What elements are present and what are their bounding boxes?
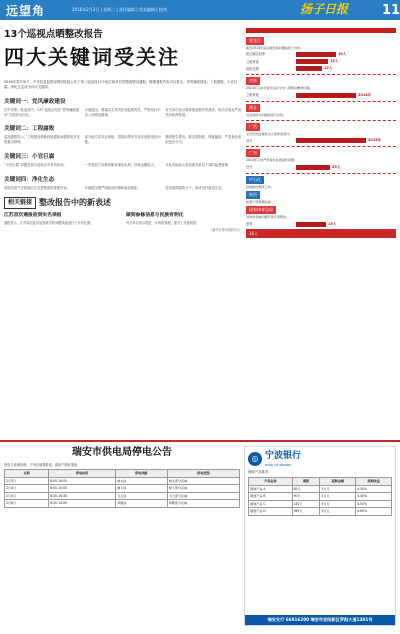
province-text: 加强干部管理监督。 [246, 199, 274, 204]
province-label: 广西 [246, 123, 260, 131]
section-4-col: 多地提出要严明政治纪律和政治规矩。 [84, 185, 141, 190]
province-label: 广东 [246, 149, 260, 157]
table-cell: 5万元 [320, 485, 356, 492]
table-cell: 塘下线 [116, 485, 168, 492]
stat-label: 组织处理 [246, 66, 259, 71]
sidebar-top-bar [246, 28, 396, 33]
notice-table [4, 469, 240, 507]
section-3-col: 对此各地表示将加强对基层干部的监督管理。 [165, 163, 232, 168]
table-cell: 4.40% [356, 493, 392, 500]
related-tag: 相关链接 [4, 197, 36, 210]
table-cell: 2月3日 [5, 477, 49, 484]
stat-value: 19人 [338, 52, 347, 57]
stat-row [246, 52, 396, 57]
table-cell: 181天 [292, 500, 320, 507]
table-row [249, 508, 392, 515]
story-headline: 四大关键词受关注 [4, 44, 180, 69]
province-label: 湖北 [246, 104, 260, 112]
table-row [249, 493, 392, 500]
table-cell: 城关部分区域 [167, 477, 239, 484]
section-2-title: 关键词二：工程腐败 [4, 126, 55, 133]
province-label: 陕西 [246, 191, 260, 199]
related-items [4, 213, 242, 226]
related-item-text: 通报显示，江苏省纪委对巡视移交的问题线索进行了分类处置。 [4, 221, 94, 226]
stat-value: 25人 [332, 164, 341, 169]
section-2-col: 整改报告提出，要完善制度，堵塞漏洞，严肃查处违纪违法行为。 [165, 135, 242, 145]
table-cell: 62天 [292, 485, 320, 492]
section-4-title: 关键词四：净化生态 [4, 176, 55, 183]
bank-col-header: 产品名称 [249, 478, 293, 485]
province-block [246, 75, 396, 97]
table-cell: 4.30% [356, 485, 392, 492]
top-bar [0, 0, 400, 20]
stat-label: 违规 [246, 221, 253, 226]
province-label: 黑龙江 [246, 37, 264, 45]
section-1-col: 有关单位表示将持续加强作风建设，推动全面从严治党向纵深发展。 [165, 107, 242, 117]
table-cell: 4.50% [356, 500, 392, 507]
bank-col-header: 预期收益 [356, 478, 392, 485]
section-title: 远望角 [6, 4, 46, 18]
notice-col-header: 停电范围 [167, 470, 239, 477]
table-row [5, 500, 240, 507]
bank-logo-icon: ◎ [248, 452, 262, 466]
province-block [246, 174, 396, 189]
notice-col-header: 日期 [5, 470, 49, 477]
table-cell: 5万元 [320, 500, 356, 507]
stat-row [246, 138, 396, 143]
bank-name: 宁波银行 [265, 451, 302, 461]
main-story [4, 28, 242, 233]
stat-row [246, 93, 396, 98]
notice-col-header: 停电线路 [116, 470, 168, 477]
section-3-col: 一些基层干部利用职权谋取私利，涉案金额较大。 [84, 163, 158, 168]
table-cell: 飞云线 [116, 492, 168, 499]
table-cell: 4.60% [356, 508, 392, 515]
table-cell: 理财产品 C [249, 500, 293, 507]
section-2-col: 部分地方在项目审批、招投标等环节存在违规违纪问题。 [84, 135, 161, 145]
table-cell: 5万元 [320, 508, 356, 515]
section-1-title: 关键词一：党风廉政建设 [4, 98, 66, 105]
section-2-body [4, 135, 242, 145]
table-cell: 城关线 [116, 477, 168, 484]
table-cell: 理财产品 B [249, 493, 293, 500]
related-item-text: 有关单位表示将进一步规范管理，提升工作透明度。 [126, 221, 200, 226]
stat-bar [296, 59, 328, 64]
bank-footer: 瑞安支行 66816200 瑞安市安阳新区罗阳大道1301号 [245, 615, 395, 625]
stat-label: 违反廉洁纪律 [246, 52, 266, 57]
province-block [246, 147, 396, 169]
province-block [246, 189, 396, 204]
bank-ad [244, 446, 396, 626]
bank-ad-title: 理财产品推荐 [248, 470, 269, 475]
table-cell: 8:00-16:00 [49, 477, 116, 484]
province-text: 持续推进整改工作。 [246, 184, 274, 189]
province-text: 截至2015年底巡视发现问题线索已办结。 [246, 45, 304, 50]
stat-row [246, 165, 396, 170]
related-item [4, 213, 120, 226]
stat-bar [296, 138, 366, 143]
province-block [246, 204, 396, 226]
table-cell: 2月6日 [5, 500, 49, 507]
stat-row [246, 66, 396, 71]
power-notice [4, 446, 240, 508]
bank-col-header: 起购金额 [320, 478, 356, 485]
province-label: 吉林 [246, 77, 260, 85]
section-1-body [4, 108, 242, 118]
story-lead: 2016年春节前夕，中央纪委监察部网站陆续公布了第八轮巡视13个地方和单位的整改情况通报。梳理通报内容可以看出，党风廉政建设、工程腐败、小官巨腐、净化生态成为四大关键词。 [4, 79, 238, 89]
story-source: （新华社等/本报综合） [209, 227, 242, 232]
table-cell: 5万元 [320, 493, 356, 500]
province-text: 2014年以来严肃查处各类违纪问题。 [246, 158, 298, 163]
table-row [5, 477, 240, 484]
table-cell: 2月4日 [5, 485, 49, 492]
stat-bar [296, 66, 322, 71]
province-block [246, 121, 396, 143]
section-3-body [4, 163, 242, 168]
table-cell: 2月5日 [5, 492, 49, 499]
section-4-body [4, 186, 242, 191]
stat-row [246, 222, 396, 227]
stat-bar [296, 222, 326, 227]
related-title: 整改报告中的新表述 [39, 198, 112, 208]
related-item-title: 江苏首次通报收到实名举报 [4, 213, 62, 219]
table-cell: 理财产品 D [249, 508, 293, 515]
stat-label: 处分 [246, 164, 253, 169]
table-row [249, 485, 392, 492]
table-cell: 莘塍部分区域 [167, 500, 239, 507]
stat-label: 立案审查 [246, 59, 259, 64]
stat-row [246, 59, 396, 64]
notice-title: 瑞安市供电局停电公告 [72, 447, 172, 458]
stat-value: 15人 [330, 59, 339, 64]
stat-bar [296, 93, 356, 98]
table-cell: 8:00-14:00 [49, 500, 116, 507]
table-row [5, 492, 240, 499]
stat-value: 15人 [328, 221, 337, 226]
summary-box: 16人 [246, 229, 396, 239]
table-cell: 理财产品 A [249, 485, 293, 492]
province-sidebar [246, 28, 396, 436]
related-banner [4, 197, 242, 210]
table-cell: 莘塍线 [116, 500, 168, 507]
section-1-col: 在中央第二批巡视中，13个巡视点均在“党风廉政建设”方面作出回应。 [4, 107, 80, 117]
story-subtitle: 13个巡视点晒整改报告 [4, 29, 103, 40]
table-cell: 90天 [292, 493, 320, 500]
bank-logo [245, 447, 395, 470]
table-cell: 365天 [292, 508, 320, 515]
province-label: 中石化 [246, 176, 264, 184]
section-3-title: 关键词三：小官巨腐 [4, 153, 55, 160]
paper-logo: 扬子日报 [300, 2, 349, 16]
page-number: 11 [382, 3, 400, 18]
related-item-title: 做到参修信息与民族有明化 [126, 213, 184, 219]
table-cell: 塘下部分区域 [167, 485, 239, 492]
table-row [5, 485, 240, 492]
stat-value: 2014年 [358, 92, 372, 97]
stat-value: 12人 [324, 66, 333, 71]
stat-value: 2015年 [368, 138, 382, 143]
province-block [246, 35, 396, 71]
section-3-col: “小官巨腐”问题在部分巡视点中有所体现。 [4, 163, 67, 168]
province-text: 全区纪检监察机关立案审查案件。 [246, 131, 293, 136]
province-text: 对巡视移交问题线索已办结。 [246, 112, 287, 117]
bank-col-header: 期限 [292, 478, 320, 485]
notice-intro: 因电力设施检修，下列区域将停电，请用户做好准备。 [4, 462, 81, 467]
province-text: 2014年以来共查处违反中央八项规定精神问题。 [246, 86, 313, 91]
stat-bar [296, 52, 336, 57]
bank-name-en: BANK OF NINGBO [265, 463, 292, 468]
section-4-col: 营造风清气正的政治生态是整改的重要内容。 [4, 185, 70, 190]
issue-meta: 2016年2月2日 | 星期二 | 责任编辑 | 美术编辑 | 校对 [72, 7, 167, 12]
table-cell: 飞云部分区域 [167, 492, 239, 499]
section-2-col: 巡视通报显示，工程建设领域仍是腐败问题易发多发的重点领域。 [4, 135, 80, 145]
stat-label: 处分 [246, 138, 253, 143]
table-cell: 8:00-15:00 [49, 485, 116, 492]
province-block [246, 102, 396, 117]
table-cell: 8:30-16:30 [49, 492, 116, 499]
related-item [126, 213, 242, 226]
province-label: 国家体育总局 [246, 206, 276, 214]
section-1-col: 多地提出，要落实主体责任和监督责任，严格执行中央八项规定精神。 [84, 107, 161, 117]
bank-table [248, 477, 392, 515]
province-text: 对体育领域问题开展专项整治。 [246, 215, 290, 220]
section-4-col: 坚决清除腐败分子，形成良好政治生态。 [165, 185, 225, 190]
notice-col-header: 停电时段 [49, 470, 116, 477]
stat-bar [296, 165, 330, 170]
stat-label: 立案审查 [246, 92, 259, 97]
table-row [249, 500, 392, 507]
section-divider [0, 440, 400, 442]
